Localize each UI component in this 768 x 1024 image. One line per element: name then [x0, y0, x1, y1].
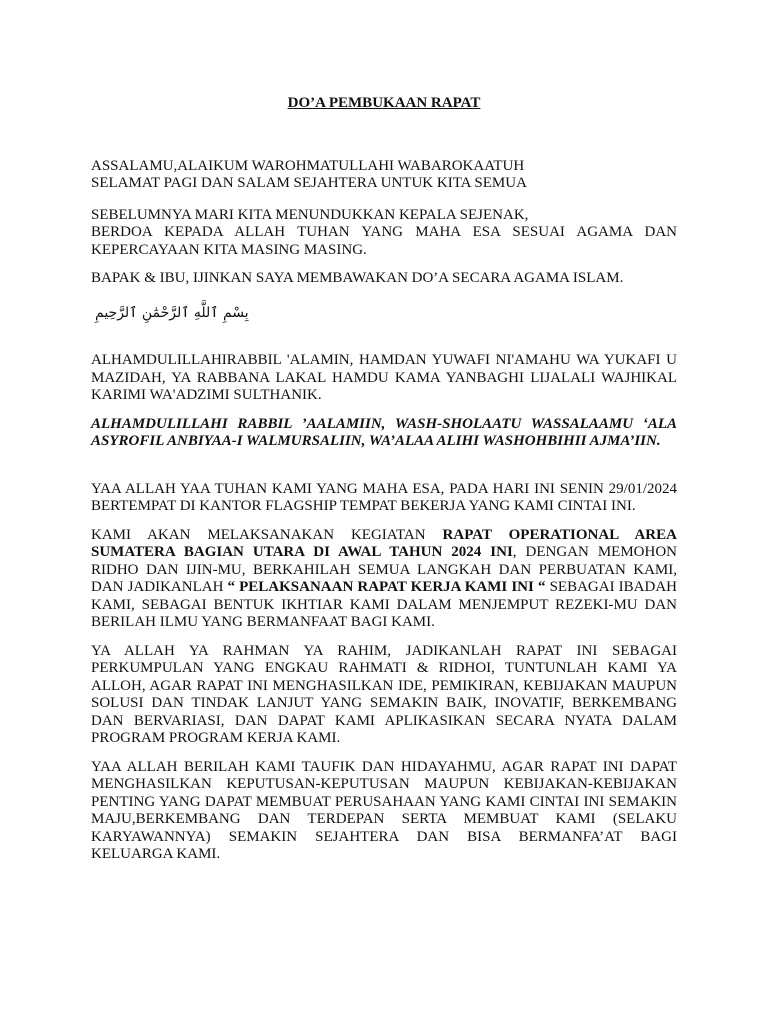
bismillah-arabic: بِسْمِ ٱللَّهِ ٱلرَّحْمَٰنِ ٱلرَّحِيمِ	[95, 304, 249, 321]
activity-text-3: SEBAGAI IBADAH KAMI, SEBAGAI BENTUK IKHTIAR KAMI DALAM MENJEMPUT REZEKI-MU DAN BERILAH ILMU YANG BERMANFAAT BAGI KAMI.	[91, 579, 677, 630]
intro-line-1: SEBELUMNYA MARI KITA MENUNDUKKAN KEPALA SEJENAK,	[91, 206, 529, 223]
intro-line-2: BERDOA KEPADA ALLAH TUHAN YANG MAHA ESA SESUAI AGAMA DAN KEPERCAYAAN KITA MASING MASING.	[91, 224, 677, 258]
greeting-line-2: SELAMAT PAGI DAN SALAM SEJAHTERA UNTUK KITA SEMUA	[91, 175, 527, 191]
activity-bold-2: “ PELAKSANAAN RAPAT KERJA KAMI INI “	[227, 579, 546, 595]
activity-text-1: KAMI AKAN MELAKSANAKAN KEGIATAN	[91, 526, 443, 543]
permission-paragraph: BAPAK & IBU, IJINKAN SAYA MEMBAWAKAN DO’A SECARA AGAMA ISLAM.	[91, 270, 624, 286]
intro-paragraph	[91, 207, 677, 260]
document-page	[91, 95, 677, 864]
rahman-paragraph: YA ALLAH YA RAHMAN YA RAHIM, JADIKANLAH RAPAT INI SEBAGAI PERKUMPULAN YANG ENGKAU RAHMATI & RIDHOI, TUNTUNLAH KAMI YA ALLOH, AGAR RAPAT INI MENGHASILKAN IDE, PEMIKIRAN, KEBIJAKAN MAUPUN SOLUSI DAN TINDAK LANJUT YANG SEMAKIN BAIK, INOVATIF, BERKEMBANG DAN BERVARIASI, DAN DAPAT KAMI APLIKASIKAN SECARA NYATA DALAM PROGRAM PROGRAM KERJA KAMI.	[91, 642, 677, 746]
activity-paragraph	[91, 527, 677, 632]
activity-text-2: , DENGAN MEMOHON RIDHO DAN IJIN-MU, BERKAHILAH SEMUA LANGKAH DAN PERBUATAN KAMI, DAN JADIKANLAH	[91, 544, 677, 595]
bismillah-text	[91, 305, 677, 323]
taufik-paragraph: YAA ALLAH BERILAH KAMI TAUFIK DAN HIDAYAHMU, AGAR RAPAT INI DAPAT MENGHASILKAN KEPUTUSAN-KEPUTUSAN MAUPUN KEBIJAKAN-KEBIJAKAN PENTING YANG DAPAT MEMBUAT PERUSAHAAN YANG KAMI CINTAI INI SEMAKIN MAJU,BERKEMBANG DAN TERDEPAN SERTA MEMBUAT KAMI (SELAKU KARYAWANNYA) SEMAKIN SEJAHTERA DAN BISA BERMANFA’AT BAGI KELUARGA KAMI.	[91, 758, 677, 862]
sholawat-paragraph: ALHAMDULILLAHI RABBIL ’AALAMIIN, WASH-SHOLAATU WASSALAAMU ‘ALA ASYROFIL ANBIYAA-I WALMURSALIIN, WA’ALAA ALIHI WASHOHBIHII AJMA’IIN.	[91, 415, 677, 449]
activity-bold-1: RAPAT OPERATIONAL AREA SUMATERA BAGIAN UTARA DI AWAL TAHUN 2024 INI	[91, 526, 677, 560]
hamdalah-paragraph: ALHAMDULILLAHIRABBIL 'ALAMIN, HAMDAN YUWAFI NI'AMAHU WA YUKAFI U MAZIDAH, YA RABBANA LAKAL HAMDU KAMA YANBAGHI LIJALALI WAJHIKAL KARIMI WA'ADZIMI SULTHANIK.	[91, 352, 677, 403]
greeting-line-1: ASSALAMU,ALAIKUM WAROHMATULLAHI WABAROKAATUH	[91, 157, 525, 174]
greeting-paragraph	[91, 158, 677, 193]
document-title: DO’A PEMBUKAAN RAPAT	[287, 95, 481, 111]
opening-prayer-paragraph: YAA ALLAH YAA TUHAN KAMI YANG MAHA ESA, PADA HARI INI SENIN 29/01/2024 BERTEMPAT DI KANTOR FLAGSHIP TEMPAT BEKERJA YANG KAMI CINTAI INI.	[91, 480, 677, 514]
